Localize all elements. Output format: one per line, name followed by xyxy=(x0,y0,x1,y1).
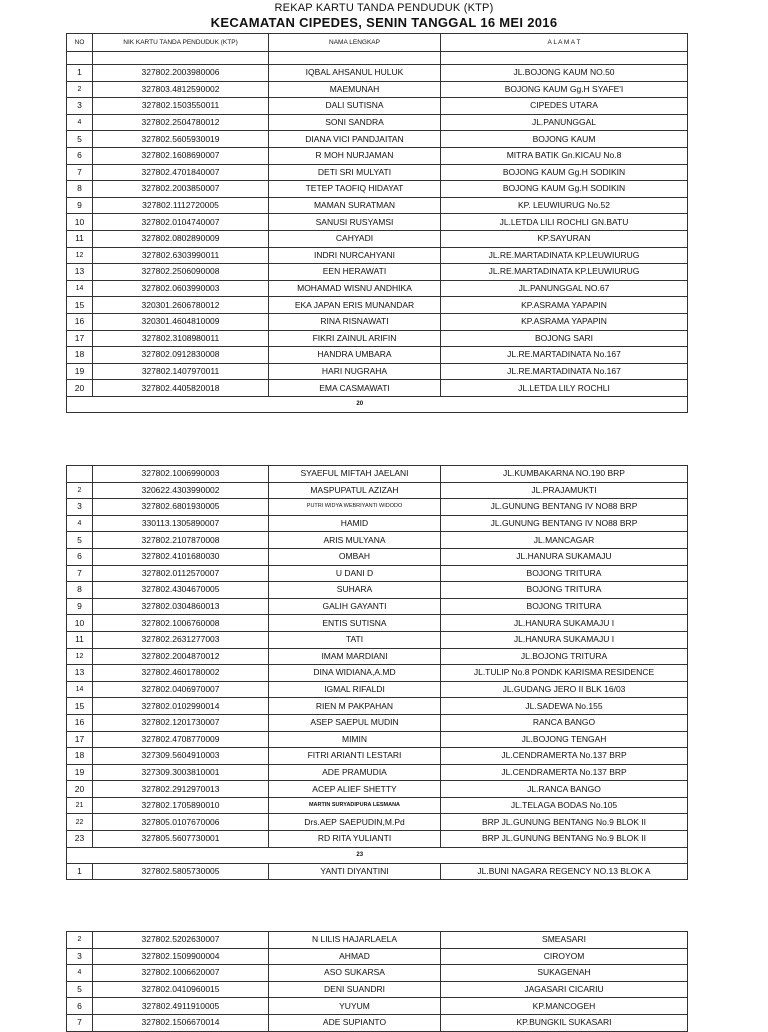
cell-name: R MOH NURJAMAN xyxy=(269,147,441,164)
cell-name: YANTI DIYANTINI xyxy=(269,863,441,880)
cell-name: RIEN M PAKPAHAN xyxy=(269,698,441,715)
table-row xyxy=(67,648,688,665)
cell-name: DALI SUTISNA xyxy=(269,98,441,115)
cell-no: 11 xyxy=(67,631,93,648)
table-row xyxy=(67,515,688,532)
cell-name: PUTRI WIDYA WEBRIYANTI WIDODO xyxy=(269,499,441,516)
cell-nik: 327802.0912830008 xyxy=(93,347,269,364)
cell-no: 13 xyxy=(67,264,93,281)
cell-nik: 327802.0603990003 xyxy=(93,280,269,297)
subtotal-count: 20 xyxy=(93,396,688,412)
cell-address: JL.CENDRAMERTA No.137 BRP xyxy=(441,748,688,765)
cell-no: 1 xyxy=(67,863,93,880)
cell-nik: 327802.0304860013 xyxy=(93,598,269,615)
cell-name: ADE SUPIANTO xyxy=(269,1014,441,1031)
cell-nik: 327802.0406970007 xyxy=(93,681,269,698)
cell-nik: 327802.1006990003 xyxy=(93,466,269,483)
cell-no: 5 xyxy=(67,131,93,148)
cell-address: KP.MANCOGEH xyxy=(441,998,688,1015)
table-row xyxy=(67,65,688,82)
cell-name: ARIS MULYANA xyxy=(269,532,441,549)
cell-no: 14 xyxy=(67,681,93,698)
table-row xyxy=(67,631,688,648)
report-title: REKAP KARTU TANDA PENDUDUK (KTP) xyxy=(274,2,494,14)
cell-name: DETI SRI MULYATI xyxy=(269,164,441,181)
table-row xyxy=(67,147,688,164)
cell-no: 22 xyxy=(67,814,93,831)
cell-name: DINA WIDIANA,A.MD xyxy=(269,665,441,682)
cell-no: 15 xyxy=(67,698,93,715)
cell-name: ASEP SAEPUL MUDIN xyxy=(269,714,441,731)
table-header-row xyxy=(67,34,688,52)
cell-address: JL.MANCAGAR xyxy=(441,532,688,549)
cell-name: EEN HERAWATI xyxy=(269,264,441,281)
cell-name: IQBAL AHSANUL HULUK xyxy=(269,65,441,82)
cell-nik: 327802.1112720005 xyxy=(93,197,269,214)
cell-address: KP. LEUWIURUG No.52 xyxy=(441,197,688,214)
table-row xyxy=(67,181,688,198)
cell-address: JL.RE.MARTADINATA KP.LEUWIURUG xyxy=(441,247,688,264)
table-row xyxy=(67,499,688,516)
cell-no: 14 xyxy=(67,280,93,297)
cell-name: TETEP TAOFIQ HIDAYAT xyxy=(269,181,441,198)
cell-nik: 327802.0410960015 xyxy=(93,981,269,998)
cell-nik: 330113.1305890007 xyxy=(93,515,269,532)
cell-address: JL.LETDA LILI ROCHLI GN.BATU xyxy=(441,214,688,231)
cell-no: 1 xyxy=(67,65,93,82)
cell-no: 8 xyxy=(67,582,93,599)
cell-nik: 327802.5805730005 xyxy=(93,863,269,880)
cell-no: 4 xyxy=(67,515,93,532)
cell-address: BOJONG TRITURA xyxy=(441,582,688,599)
cell-name: Drs.AEP SAEPUDIN,M.Pd xyxy=(269,814,441,831)
cell-address: JL.TELAGA BODAS No.105 xyxy=(441,797,688,814)
cell-address: BOJONG KAUM xyxy=(441,131,688,148)
table-row xyxy=(67,565,688,582)
cell-no: 9 xyxy=(67,598,93,615)
cell-name: RINA RISNAWATI xyxy=(269,313,441,330)
table-row xyxy=(67,965,688,982)
table-row xyxy=(67,698,688,715)
cell-address: JL.RANCA BANGO xyxy=(441,781,688,798)
cell-no: 12 xyxy=(67,648,93,665)
cell-nik: 320301.4604810009 xyxy=(93,313,269,330)
cell-nik: 327802.0102990014 xyxy=(93,698,269,715)
cell-nik: 320301.2606780012 xyxy=(93,297,269,314)
table-row xyxy=(67,114,688,131)
table-row xyxy=(67,482,688,499)
cell-name: EKA JAPAN ERIS MUNANDAR xyxy=(269,297,441,314)
cell-no: 2 xyxy=(67,81,93,98)
cell-nik: 327805.0107670006 xyxy=(93,814,269,831)
cell-name: IGMAL RIFALDI xyxy=(269,681,441,698)
cell-no: 7 xyxy=(67,1014,93,1031)
cell-address: JL.RE.MARTADINATA No.167 xyxy=(441,363,688,380)
cell-address: KP.ASRAMA YAPAPIN xyxy=(441,313,688,330)
cell-address: JL.HANURA SUKAMAJU I xyxy=(441,631,688,648)
cell-name: FITRI ARIANTI LESTARI xyxy=(269,748,441,765)
cell-no: 13 xyxy=(67,665,93,682)
cell-name: SONI SANDRA xyxy=(269,114,441,131)
cell-name: MIMIN xyxy=(269,731,441,748)
table-section-3 xyxy=(66,931,688,1032)
table-row xyxy=(67,363,688,380)
cell-address: BOJONG KAUM Gg.H SODIKIN xyxy=(441,164,688,181)
cell-nik: 327309.5604910003 xyxy=(93,748,269,765)
column-header-nik: NIK KARTU TANDA PENDUDUK (KTP) xyxy=(93,34,269,52)
cell-no: 23 xyxy=(67,831,93,848)
cell-address: JL.RE.MARTADINATA KP.LEUWIURUG xyxy=(441,264,688,281)
cell-nik: 327802.2631277003 xyxy=(93,631,269,648)
cell-nik: 327802.2504780012 xyxy=(93,114,269,131)
cell-name: ASO SUKARSA xyxy=(269,965,441,982)
cell-nik: 327802.4405820018 xyxy=(93,380,269,397)
cell-nik: 327805.5607730001 xyxy=(93,831,269,848)
cell-address: JL.BOJONG KAUM NO.50 xyxy=(441,65,688,82)
cell-name: HANDRA UMBARA xyxy=(269,347,441,364)
cell-name: SUHARA xyxy=(269,582,441,599)
cell-nik: 327802.5202630007 xyxy=(93,932,269,949)
cell-name: MASPUPATUL AZIZAH xyxy=(269,482,441,499)
cell-name: MOHAMAD WISNU ANDHIKA xyxy=(269,280,441,297)
cell-address: KP.BUNGKIL SUKASARI xyxy=(441,1014,688,1031)
cell-nik: 327803.4812590002 xyxy=(93,81,269,98)
cell-no: 16 xyxy=(67,313,93,330)
cell-nik: 327802.0112570007 xyxy=(93,565,269,582)
cell-address: JL.BOJONG TRITURA xyxy=(441,648,688,665)
cell-nik: 320622.4303990002 xyxy=(93,482,269,499)
table-row xyxy=(67,264,688,281)
table-row xyxy=(67,665,688,682)
cell-no: 19 xyxy=(67,363,93,380)
cell-name: IMAM MARDIANI xyxy=(269,648,441,665)
table-row xyxy=(67,81,688,98)
cell-name: CAHYADI xyxy=(269,230,441,247)
cell-name: SANUSI RUSYAMSI xyxy=(269,214,441,231)
cell-nik: 327802.2506090008 xyxy=(93,264,269,281)
column-header-address: A L A M A T xyxy=(441,34,688,52)
cell-name: EMA CASMAWATI xyxy=(269,380,441,397)
cell-address: RANCA BANGO xyxy=(441,714,688,731)
cell-address: BOJONG TRITURA xyxy=(441,598,688,615)
cell-nik: 327802.1503550011 xyxy=(93,98,269,115)
cell-no: 9 xyxy=(67,197,93,214)
cell-name: HAMID xyxy=(269,515,441,532)
cell-name: ACEP ALIEF SHETTY xyxy=(269,781,441,798)
cell-nik: 327802.4304670005 xyxy=(93,582,269,599)
cell-address: CIPEDES UTARA xyxy=(441,98,688,115)
table-row xyxy=(67,197,688,214)
cell-no xyxy=(67,466,93,483)
cell-no: 7 xyxy=(67,164,93,181)
cell-address: JL.PANUNGGAL xyxy=(441,114,688,131)
table-row xyxy=(67,297,688,314)
cell-no: 19 xyxy=(67,764,93,781)
cell-name: INDRI NURCAHYANI xyxy=(269,247,441,264)
cell-nik: 327802.4708770009 xyxy=(93,731,269,748)
table-row xyxy=(67,748,688,765)
table-section-2 xyxy=(66,465,688,880)
table-row xyxy=(67,313,688,330)
cell-address: JL.BUNI NAGARA REGENCY NO.13 BLOK A xyxy=(441,863,688,880)
cell-no: 12 xyxy=(67,247,93,264)
cell-name: MAEMUNAH xyxy=(269,81,441,98)
cell-name: MAMAN SURATMAN xyxy=(269,197,441,214)
cell-no: 3 xyxy=(67,948,93,965)
table-row xyxy=(67,797,688,814)
cell-no: 6 xyxy=(67,548,93,565)
cell-no: 18 xyxy=(67,347,93,364)
column-header-name: NAMA LENGKAP xyxy=(269,34,441,52)
cell-no: 6 xyxy=(67,147,93,164)
cell-address: JL.PRAJAMUKTI xyxy=(441,482,688,499)
cell-no: 2 xyxy=(67,482,93,499)
cell-no: 16 xyxy=(67,714,93,731)
table-row xyxy=(67,948,688,965)
report-subtitle: KECAMATAN CIPEDES, SENIN TANGGAL 16 MEI 2016 xyxy=(210,15,558,30)
cell-nik: 327802.1201730007 xyxy=(93,714,269,731)
cell-address: JL.GUNUNG BENTANG IV NO88 BRP xyxy=(441,499,688,516)
table-row xyxy=(67,230,688,247)
cell-nik: 327802.4601780002 xyxy=(93,665,269,682)
table-row xyxy=(67,781,688,798)
cell-no: 4 xyxy=(67,965,93,982)
cell-address: BOJONG KAUM Gg.H SYAFE'I xyxy=(441,81,688,98)
table-row xyxy=(67,764,688,781)
cell-nik: 327802.4701840007 xyxy=(93,164,269,181)
table-row xyxy=(67,615,688,632)
table-row xyxy=(67,380,688,397)
table-row xyxy=(67,932,688,949)
cell-no: 5 xyxy=(67,981,93,998)
table-row xyxy=(67,998,688,1015)
cell-address: CIROYOM xyxy=(441,948,688,965)
cell-address: JL.HANURA SUKAMAJU I xyxy=(441,615,688,632)
cell-name: SYAEFUL MIFTAH JAELANI xyxy=(269,466,441,483)
cell-nik: 327802.6303990011 xyxy=(93,247,269,264)
cell-no: 3 xyxy=(67,98,93,115)
cell-no: 15 xyxy=(67,297,93,314)
cell-no: 8 xyxy=(67,181,93,198)
cell-address: JL.GUNUNG BENTANG IV NO88 BRP xyxy=(441,515,688,532)
table-row xyxy=(67,466,688,483)
cell-nik: 327802.4101680030 xyxy=(93,548,269,565)
cell-no: 10 xyxy=(67,615,93,632)
cell-address: BOJONG TRITURA xyxy=(441,565,688,582)
table-row xyxy=(67,1014,688,1031)
table-row xyxy=(67,714,688,731)
table-row xyxy=(67,731,688,748)
cell-nik: 327802.5605930019 xyxy=(93,131,269,148)
table-row xyxy=(67,548,688,565)
table-row xyxy=(67,532,688,549)
table-row xyxy=(67,831,688,848)
cell-nik: 327309.3003810001 xyxy=(93,764,269,781)
cell-no: 5 xyxy=(67,532,93,549)
cell-no: 17 xyxy=(67,731,93,748)
cell-nik: 327802.2912970013 xyxy=(93,781,269,798)
cell-nik: 327802.1506670014 xyxy=(93,1014,269,1031)
cell-name: TATI xyxy=(269,631,441,648)
cell-name: HARI NUGRAHA xyxy=(269,363,441,380)
table-row xyxy=(67,247,688,264)
cell-nik: 327802.2003850007 xyxy=(93,181,269,198)
table-row xyxy=(67,280,688,297)
cell-address: KP.SAYURAN xyxy=(441,230,688,247)
subtotal-count: 23 xyxy=(93,847,688,863)
cell-no: 10 xyxy=(67,214,93,231)
table-row xyxy=(67,131,688,148)
cell-address: JL.SADEWA No.155 xyxy=(441,698,688,715)
table-row xyxy=(67,582,688,599)
cell-address: BRP JL.GUNUNG BENTANG No.9 BLOK II xyxy=(441,814,688,831)
cell-address: JL.LETDA LILY ROCHLI xyxy=(441,380,688,397)
table-section-1 xyxy=(66,33,688,413)
cell-nik: 327802.2107870008 xyxy=(93,532,269,549)
blank-row xyxy=(67,52,688,65)
cell-nik: 327802.2003980006 xyxy=(93,65,269,82)
cell-name: GALIH GAYANTI xyxy=(269,598,441,615)
cell-nik: 327802.1407970011 xyxy=(93,363,269,380)
cell-no: 7 xyxy=(67,565,93,582)
cell-address: JL.BOJONG TENGAH xyxy=(441,731,688,748)
table-row xyxy=(67,814,688,831)
cell-no: 18 xyxy=(67,748,93,765)
cell-address: BOJONG KAUM Gg.H SODIKIN xyxy=(441,181,688,198)
cell-name: ENTIS SUTISNA xyxy=(269,615,441,632)
cell-no: 21 xyxy=(67,797,93,814)
table-row xyxy=(67,98,688,115)
cell-address: SMEASARI xyxy=(441,932,688,949)
cell-name: FIKRI ZAINUL ARIFIN xyxy=(269,330,441,347)
cell-address: JL.RE.MARTADINATA No.167 xyxy=(441,347,688,364)
cell-nik: 327802.1705890010 xyxy=(93,797,269,814)
cell-nik: 327802.1509900004 xyxy=(93,948,269,965)
cell-address: KP.ASRAMA YAPAPIN xyxy=(441,297,688,314)
cell-name: AHMAD xyxy=(269,948,441,965)
cell-nik: 327802.1006760008 xyxy=(93,615,269,632)
cell-no: 6 xyxy=(67,998,93,1015)
cell-address: JL.GUDANG JERO II BLK 16/03 xyxy=(441,681,688,698)
cell-no: 20 xyxy=(67,380,93,397)
subtotal-row xyxy=(67,847,688,863)
cell-address: JL.HANURA SUKAMAJU xyxy=(441,548,688,565)
table-row xyxy=(67,164,688,181)
cell-nik: 327802.0802890009 xyxy=(93,230,269,247)
cell-address: JL.CENDRAMERTA No.137 BRP xyxy=(441,764,688,781)
cell-address: JL.KUMBAKARNA NO.190 BRP xyxy=(441,466,688,483)
cell-nik: 327802.1608690007 xyxy=(93,147,269,164)
table-row xyxy=(67,330,688,347)
cell-name: DIANA VICI PANDJAITAN xyxy=(269,131,441,148)
cell-address: MITRA BATIK Gn.KICAU No.8 xyxy=(441,147,688,164)
cell-name: YUYUM xyxy=(269,998,441,1015)
cell-no: 2 xyxy=(67,932,93,949)
cell-no: 17 xyxy=(67,330,93,347)
cell-address: SUKAGENAH xyxy=(441,965,688,982)
cell-name: MARTIN SURYADIPURA LESMANA xyxy=(269,797,441,814)
cell-name: OMBAH xyxy=(269,548,441,565)
cell-nik: 327802.0104740007 xyxy=(93,214,269,231)
table-row xyxy=(67,598,688,615)
cell-nik: 327802.3108980011 xyxy=(93,330,269,347)
cell-address: JL.TULIP No.8 PONDK KARISMA RESIDENCE xyxy=(441,665,688,682)
cell-nik: 327802.6801930005 xyxy=(93,499,269,516)
cell-nik: 327802.4911910005 xyxy=(93,998,269,1015)
cell-name: U DANI D xyxy=(269,565,441,582)
cell-name: ADE PRAMUDIA xyxy=(269,764,441,781)
cell-no: 11 xyxy=(67,230,93,247)
cell-address: BOJONG SARI xyxy=(441,330,688,347)
table-row xyxy=(67,863,688,880)
cell-no: 4 xyxy=(67,114,93,131)
cell-address: JAGASARI CICARIU xyxy=(441,981,688,998)
cell-nik: 327802.2004870012 xyxy=(93,648,269,665)
cell-address: JL.PANUNGGAL NO.67 xyxy=(441,280,688,297)
cell-name: DENI SUANDRI xyxy=(269,981,441,998)
cell-nik: 327802.1006620007 xyxy=(93,965,269,982)
table-row xyxy=(67,214,688,231)
table-row xyxy=(67,347,688,364)
cell-no: 20 xyxy=(67,781,93,798)
cell-no: 3 xyxy=(67,499,93,516)
cell-address: BRP JL.GUNUNG BENTANG No.9 BLOK II xyxy=(441,831,688,848)
table-row xyxy=(67,681,688,698)
table-row xyxy=(67,981,688,998)
subtotal-row xyxy=(67,396,688,412)
cell-name: N LILIS HAJARLAELA xyxy=(269,932,441,949)
column-header-no: NO xyxy=(67,34,93,52)
cell-name: RD RITA YULIANTI xyxy=(269,831,441,848)
